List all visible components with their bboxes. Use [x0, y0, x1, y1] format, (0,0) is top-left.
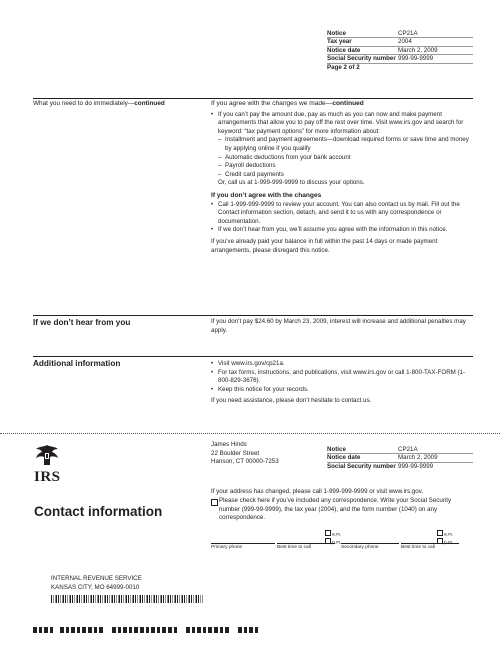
notice-date-value: March 2, 2009 — [398, 46, 473, 54]
ssn-value: 999-99-9999 — [398, 55, 473, 63]
correspondence-text: Please check here if you’ve included any correspondence. Write your Social Security number (999-99-9999), the tax year (2004), and the form number (1040) on any correspondence. — [219, 497, 452, 522]
disagree-heading: If you don’t agree with the changes — [211, 191, 322, 199]
am-pm-primary[interactable]: a.m. p.m. — [325, 530, 341, 546]
correspondence-checkbox-row — [211, 497, 473, 523]
tax-year-label: Tax year — [327, 38, 398, 46]
scan-line-group — [33, 627, 53, 633]
notice-info-table — [327, 30, 473, 71]
contact-title: Contact information — [34, 504, 163, 519]
best-time-label: Best time to call — [277, 545, 311, 550]
notice-label: Notice — [327, 30, 398, 38]
list-item: • If we don’t hear from you, we’ll assume you agree with the information in this notice. — [211, 226, 475, 235]
irs-logo — [34, 444, 64, 486]
taxpayer-name: James Hinds — [211, 441, 247, 448]
irs-city: KANSAS CITY, MO 64999-0010 — [51, 583, 140, 591]
primary-phone-label: Primary phone — [211, 545, 243, 550]
irs-wordmark: IRS — [34, 469, 61, 485]
interest-warning-text: If you don’t pay $24.60 by March 23, 2009, interest will increase and additional penalties may apply. — [211, 318, 466, 334]
section-divider — [33, 356, 473, 357]
notice-value: CP21A — [398, 446, 473, 454]
list-item: – Payroll deductions — [218, 162, 475, 171]
notice-date-value: March 2, 2009 — [398, 454, 473, 462]
postal-barcode — [51, 595, 203, 603]
scan-line-group — [60, 627, 103, 633]
section-divider — [33, 98, 473, 99]
agree-heading: If you agree with the changes we made—continued — [211, 100, 364, 107]
irs-name: INTERNAL REVENUE SERVICE — [51, 575, 142, 582]
section-divider — [33, 315, 473, 316]
notice-value: CP21A — [398, 30, 473, 38]
eagle-icon — [34, 444, 60, 466]
section-title-no-response: If we don’t hear from you — [33, 318, 131, 327]
ssn-label: Social Security number — [327, 462, 396, 470]
scan-line-group — [112, 627, 177, 633]
section-body-additional — [211, 360, 473, 406]
correspondence-checkbox[interactable] — [211, 499, 218, 506]
assistance-text: If you need assistance, please don’t hesitate to contact us. — [211, 397, 372, 405]
notice-label: Notice — [327, 446, 398, 454]
secondary-phone-field[interactable] — [341, 543, 399, 544]
notice-date-label: Notice date — [327, 454, 398, 462]
primary-phone-field[interactable] — [211, 543, 275, 544]
ssn-label: Social Security number — [327, 55, 398, 63]
section-title-additional: Additional information — [33, 359, 121, 368]
additional-bullets — [211, 360, 473, 394]
section-title-immediate: What you need to do immediately—continued — [33, 100, 165, 107]
paid-note: If you’ve already paid your balance in full within the past 14 days or made payment arrangements, please disregard this notice. — [211, 237, 438, 254]
section-body-immediate — [211, 100, 475, 255]
tax-year-value: 2004 — [398, 38, 473, 46]
best-time-label-2: Best time to call — [401, 545, 435, 550]
disagree-bullets — [211, 201, 475, 235]
scan-line-group — [186, 627, 229, 633]
list-item: – Installment and payment agreements—download required forms or save time and money by applying online if you qualify — [218, 136, 475, 153]
secondary-phone-label: Secondary phone — [341, 545, 379, 550]
list-item: – Automatic deductions from your bank account — [218, 154, 475, 163]
address-street: 22 Boulder Street — [211, 449, 260, 457]
list-item: • For tax forms, instructions, and publications, visit www.irs.gov or call 1-800-TAX-FORM (1-800-829-3676). — [211, 369, 473, 386]
payment-bullets — [211, 111, 475, 137]
list-item: • Keep this notice for your records. — [211, 386, 473, 395]
ssn-value: 999-99-9999 — [398, 462, 434, 470]
list-item: – Credit card payments — [218, 171, 475, 180]
payment-options-list — [218, 136, 475, 179]
taxpayer-address — [211, 441, 321, 467]
scan-line-group — [238, 627, 258, 633]
detach-line — [0, 433, 500, 434]
page-number: Page 2 of 2 — [327, 63, 360, 71]
list-item: • If you can’t pay the amount due, pay as much as you can now and make payment arrangements that allow you to pay off the rest over time. Visit www.irs.gov and search for keyword: “tax payment options” for more information about: — [211, 111, 475, 137]
list-item: • Visit www.irs.gov/cp21a. — [211, 360, 473, 369]
contact-notice-table — [327, 446, 473, 470]
list-item: • Call 1-999-999-9999 to review your account. You can also contact us by mail. Fill out the Contact information section, detach, and send it to us with any correspondence or documentation. — [211, 201, 475, 227]
call-options-text: Or, call us at 1-999-999-9999 to discuss your options. — [218, 179, 365, 187]
address-change-text: If your address has changed, please call 1-999-999-9999 or visit www.irs.gov. — [211, 488, 424, 495]
irs-mailing-address — [51, 575, 142, 592]
am-pm-secondary[interactable]: a.m. p.m. — [437, 530, 453, 546]
notice-date-label: Notice date — [327, 46, 398, 54]
address-city: Hanson, CT 00000-7253 — [211, 458, 279, 466]
